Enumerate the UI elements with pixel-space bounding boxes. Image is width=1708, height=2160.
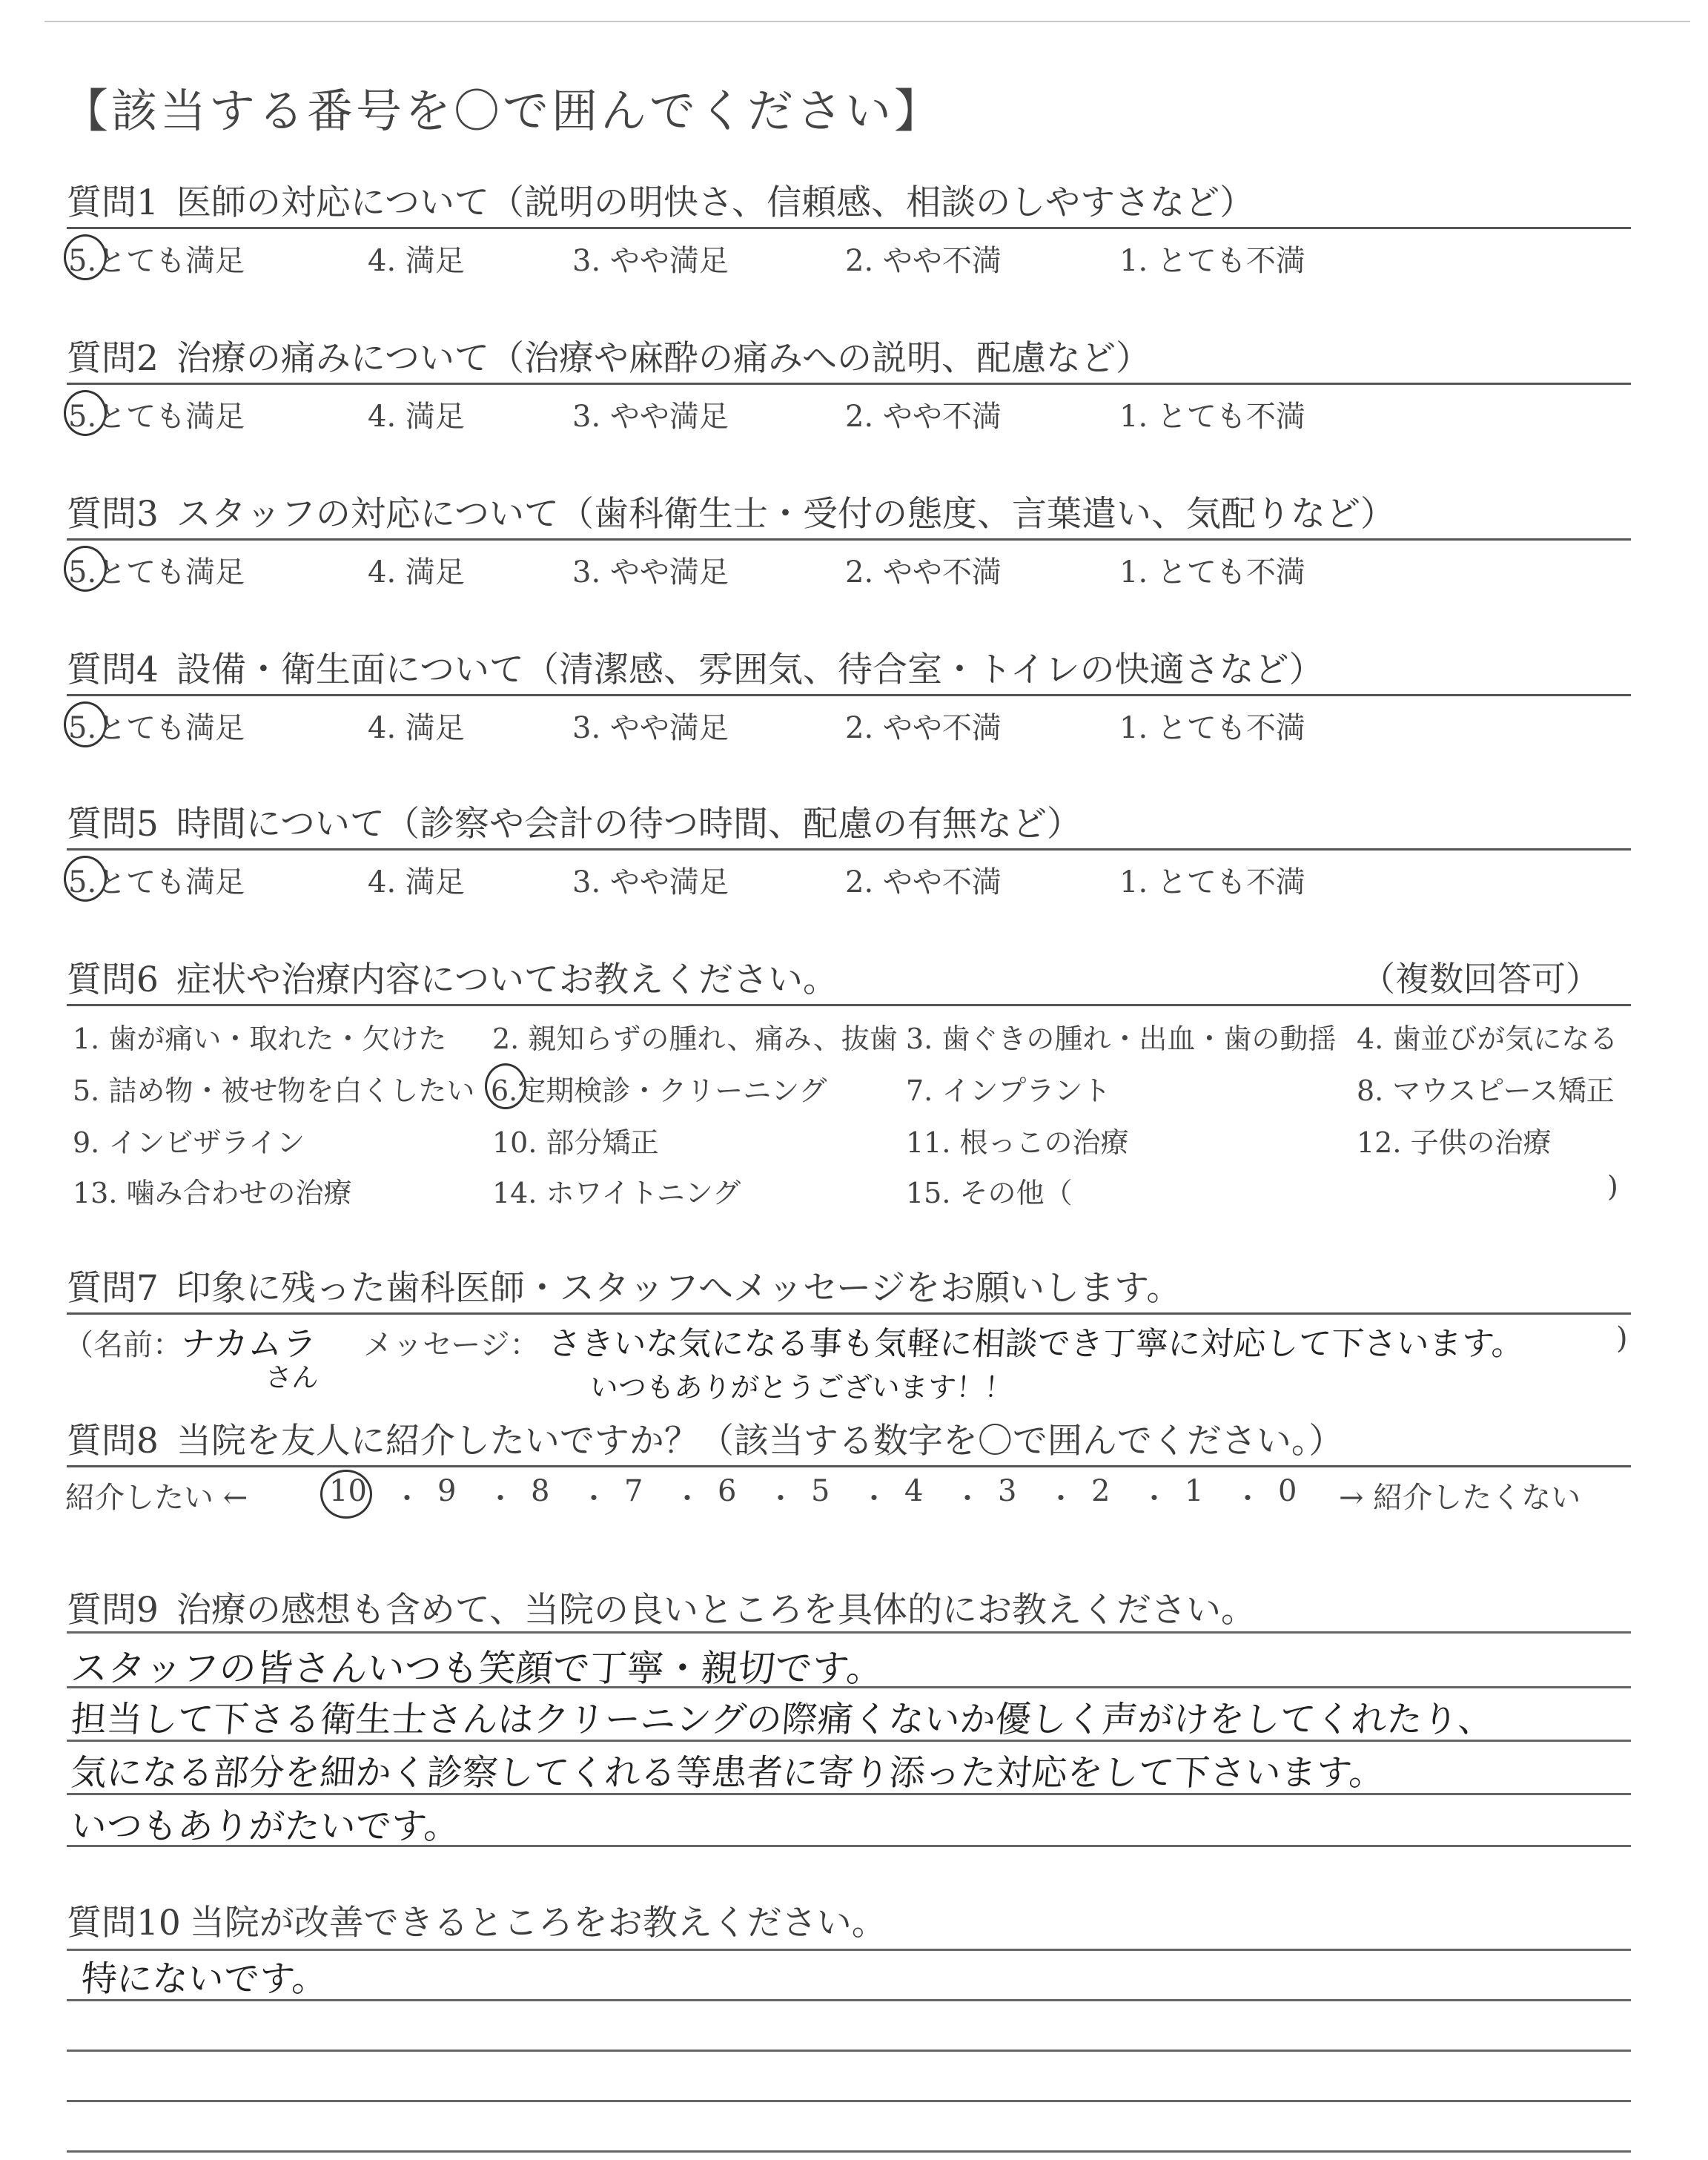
q2-option-3[interactable]: 3. やや満足: [572, 400, 729, 434]
q6-option-13[interactable]: 13. 噛み合わせの治療: [73, 1177, 352, 1209]
question-10-number: 質問10: [67, 1903, 181, 1943]
q6-option-4[interactable]: 4. 歯並びが気になる: [1357, 1023, 1618, 1055]
scale-4[interactable]: 4: [904, 1474, 924, 1508]
q6-option-12[interactable]: 12. 子供の治療: [1357, 1126, 1552, 1159]
q6-option-7[interactable]: 7. インプラント: [906, 1074, 1111, 1107]
q1-option-3[interactable]: 3. やや満足: [572, 244, 729, 278]
q2-option-5[interactable]: 5.とても満足: [68, 400, 245, 434]
q3-option-3[interactable]: 3. やや満足: [572, 555, 729, 589]
message-label: メッセージ：: [363, 1328, 540, 1362]
q9-line: [67, 1740, 1631, 1742]
question-6-rule: [67, 1004, 1631, 1006]
scale-dot: ・: [486, 1482, 515, 1515]
question-7-heading: [67, 1261, 1181, 1310]
name-suffix: さん: [264, 1363, 320, 1393]
question-9-text: 治療の感想も含めて、当院の良いところを具体的にお教えください。: [176, 1590, 1256, 1631]
page-title: 【該当する番号を〇で囲んでください】: [62, 84, 944, 138]
question-9-number: 質問9: [67, 1590, 159, 1631]
q6-option-2[interactable]: 2. 親知らずの腫れ、痛み、抜歯: [492, 1023, 898, 1055]
question-6-text: 症状や治療内容についてお教えください。: [176, 960, 838, 1000]
q5-option-5[interactable]: 5.とても満足: [68, 865, 245, 899]
scale-9[interactable]: 9: [437, 1474, 457, 1508]
q6-option-11[interactable]: 11. 根っこの治療: [906, 1126, 1129, 1159]
recommend-scale: [65, 1474, 248, 1516]
q3-option-2[interactable]: 2. やや不満: [845, 555, 1002, 589]
question-2-rule: [67, 383, 1631, 385]
question-5-rule: [67, 848, 1631, 851]
q10-line: [67, 1999, 1631, 2001]
question-3-text: スタッフの対応について（歯科衛生士・受付の態度、言葉遣い、気配りなど）: [176, 494, 1395, 535]
q4-option-2[interactable]: 2. やや不満: [845, 711, 1002, 745]
question-3-heading: [67, 486, 1395, 536]
q3-option-4[interactable]: 4. 満足: [368, 555, 465, 589]
q2-option-2[interactable]: 2. やや不満: [845, 400, 1002, 434]
q6-option-8[interactable]: 8. マウスピース矯正: [1357, 1074, 1615, 1107]
recommend-right-label: → 紹介したくない: [1339, 1481, 1581, 1515]
q3-option-5[interactable]: 5.とても満足: [68, 555, 245, 589]
question-4-number: 質問4: [67, 650, 159, 690]
q1-option-2[interactable]: 2. やや不満: [845, 244, 1002, 278]
name-label: （名前：: [64, 1328, 182, 1362]
question-9-heading: [67, 1582, 1256, 1632]
q9-answer-line-1[interactable]: スタッフの皆さんいつも笑顔で丁寧・親切です。: [69, 1647, 885, 1690]
q6-option-9[interactable]: 9. インビザライン: [73, 1126, 305, 1159]
question-7-rule: [67, 1312, 1631, 1315]
scale-10[interactable]: 10: [329, 1474, 367, 1508]
question-1-rule: [67, 227, 1631, 229]
scale-dot: ・: [767, 1482, 795, 1515]
q5-option-3[interactable]: 3. やや満足: [572, 865, 729, 899]
scale-dot: ・: [1140, 1482, 1169, 1515]
q6-option-6[interactable]: 6.定期検診・クリーニング: [491, 1074, 827, 1107]
message-close-paren: ): [1616, 1321, 1628, 1355]
top-border-line: [44, 21, 1690, 22]
q1-option-5[interactable]: 5.とても満足: [68, 244, 245, 278]
q6-option-3[interactable]: 3. 歯ぐきの腫れ・出血・歯の動揺: [906, 1023, 1337, 1055]
scale-0[interactable]: 0: [1278, 1474, 1297, 1508]
question-2-number: 質問2: [67, 338, 159, 379]
q9-line: [67, 1845, 1631, 1847]
question-2-text: 治療の痛みについて（治療や麻酔の痛みへの説明、配慮など）: [176, 338, 1151, 379]
q4-option-4[interactable]: 4. 満足: [368, 711, 465, 745]
question-4-text: 設備・衛生面について（清潔感、雰囲気、待合室・トイレの快適さなど）: [176, 650, 1324, 690]
scale-dot: ・: [1234, 1482, 1262, 1515]
question-10-heading: [67, 1895, 887, 1945]
question-8-heading: [67, 1413, 1343, 1463]
question-7-number: 質問7: [67, 1268, 159, 1309]
scale-dot: ・: [953, 1482, 982, 1515]
scale-dot: ・: [673, 1482, 702, 1515]
scale-dot: ・: [580, 1482, 609, 1515]
q4-option-1[interactable]: 1. とても不満: [1119, 711, 1305, 745]
q9-answer-line-3[interactable]: 気になる部分を細かく診察してくれる等患者に寄り添った対応をして下さいます。: [69, 1752, 1386, 1794]
question-5-text: 時間について（診察や会計の待つ時間、配慮の有無など）: [176, 804, 1082, 845]
q10-line: [67, 2050, 1631, 2052]
question-7-text: 印象に残った歯科医師・スタッフへメッセージをお願いします。: [176, 1268, 1182, 1309]
question-8-number: 質問8: [67, 1421, 159, 1462]
scale-3[interactable]: 3: [998, 1474, 1017, 1508]
scale-2[interactable]: 2: [1091, 1474, 1110, 1508]
q5-option-2[interactable]: 2. やや不満: [845, 865, 1002, 899]
question-3-rule: [67, 538, 1631, 541]
name-value[interactable]: ナカムラ: [179, 1324, 318, 1364]
question-1-number: 質問1: [67, 182, 159, 223]
q6-option-15[interactable]: 15. その他（: [906, 1177, 1073, 1209]
q4-option-5[interactable]: 5.とても満足: [68, 711, 245, 745]
q6-option-5[interactable]: 5. 詰め物・被せ物を白くしたい: [73, 1074, 475, 1107]
scale-dot: ・: [1047, 1482, 1076, 1515]
question-8-text: 当院を友人に紹介したいですか？（該当する数字を〇で囲んでください。）: [176, 1421, 1344, 1462]
scale-8[interactable]: 8: [531, 1474, 550, 1508]
q10-line: [67, 2150, 1631, 2153]
q1-option-4[interactable]: 4. 満足: [368, 244, 465, 278]
question-6-number: 質問6: [67, 960, 159, 1000]
question-4-rule: [67, 694, 1631, 696]
recommend-left-label: 紹介したい ←: [65, 1481, 248, 1515]
question-5-heading: [67, 796, 1082, 846]
q9-answer-line-4[interactable]: いつもありがたいです。: [69, 1806, 461, 1847]
question-5-number: 質問5: [67, 804, 159, 845]
message-line-1[interactable]: さきいな気になる事も気軽に相談でき丁寧に対応して下さいます。: [546, 1325, 1526, 1363]
scale-6[interactable]: 6: [718, 1474, 737, 1508]
scale-dot: ・: [393, 1482, 422, 1515]
q10-line: [67, 2100, 1631, 2102]
q9-line: [67, 1686, 1631, 1688]
scale-1[interactable]: 1: [1185, 1474, 1204, 1508]
question-1-text: 医師の対応について（説明の明快さ、信頼感、相談のしやすさなど）: [176, 182, 1255, 223]
q9-line: [67, 1793, 1631, 1795]
q3-option-1[interactable]: 1. とても不満: [1119, 555, 1305, 589]
question-3-number: 質問3: [67, 494, 159, 535]
q6-option-14[interactable]: 14. ホワイトニング: [492, 1177, 741, 1209]
q6-other-close-paren: ): [1607, 1170, 1618, 1203]
q5-option-4[interactable]: 4. 満足: [368, 865, 465, 899]
multiple-answers-note: （複数回答可）: [1361, 959, 1600, 999]
q9-answer-line-2[interactable]: 担当して下さる衛生士さんはクリーニングの際痛くないか優しく声がけをしてくれたり、: [69, 1699, 1495, 1740]
q4-option-3[interactable]: 3. やや満足: [572, 711, 729, 745]
scale-dot: ・: [860, 1482, 889, 1515]
question-6-heading: [67, 952, 838, 1002]
question-1-heading: [67, 175, 1254, 225]
q2-option-4[interactable]: 4. 満足: [368, 400, 465, 434]
q6-option-1[interactable]: 1. 歯が痛い・取れた・欠けた: [73, 1023, 447, 1055]
question-2-heading: [67, 331, 1151, 380]
q10-answer-line-1[interactable]: 特にないです。: [79, 1958, 329, 2000]
question-4-heading: [67, 642, 1324, 692]
message-line-2[interactable]: いつもありがとうございます！！: [589, 1371, 1014, 1404]
q2-option-1[interactable]: 1. とても不満: [1119, 400, 1305, 434]
question-10-text: 当院が改善できるところをお教えください。: [189, 1903, 887, 1943]
q5-option-1[interactable]: 1. とても不満: [1119, 865, 1305, 899]
q9-line: [67, 1631, 1631, 1634]
scale-5[interactable]: 5: [811, 1474, 830, 1508]
q6-option-10[interactable]: 10. 部分矯正: [492, 1126, 659, 1159]
scale-7[interactable]: 7: [624, 1474, 643, 1508]
q1-option-1[interactable]: 1. とても不満: [1119, 244, 1305, 278]
question-8-rule: [67, 1465, 1631, 1467]
